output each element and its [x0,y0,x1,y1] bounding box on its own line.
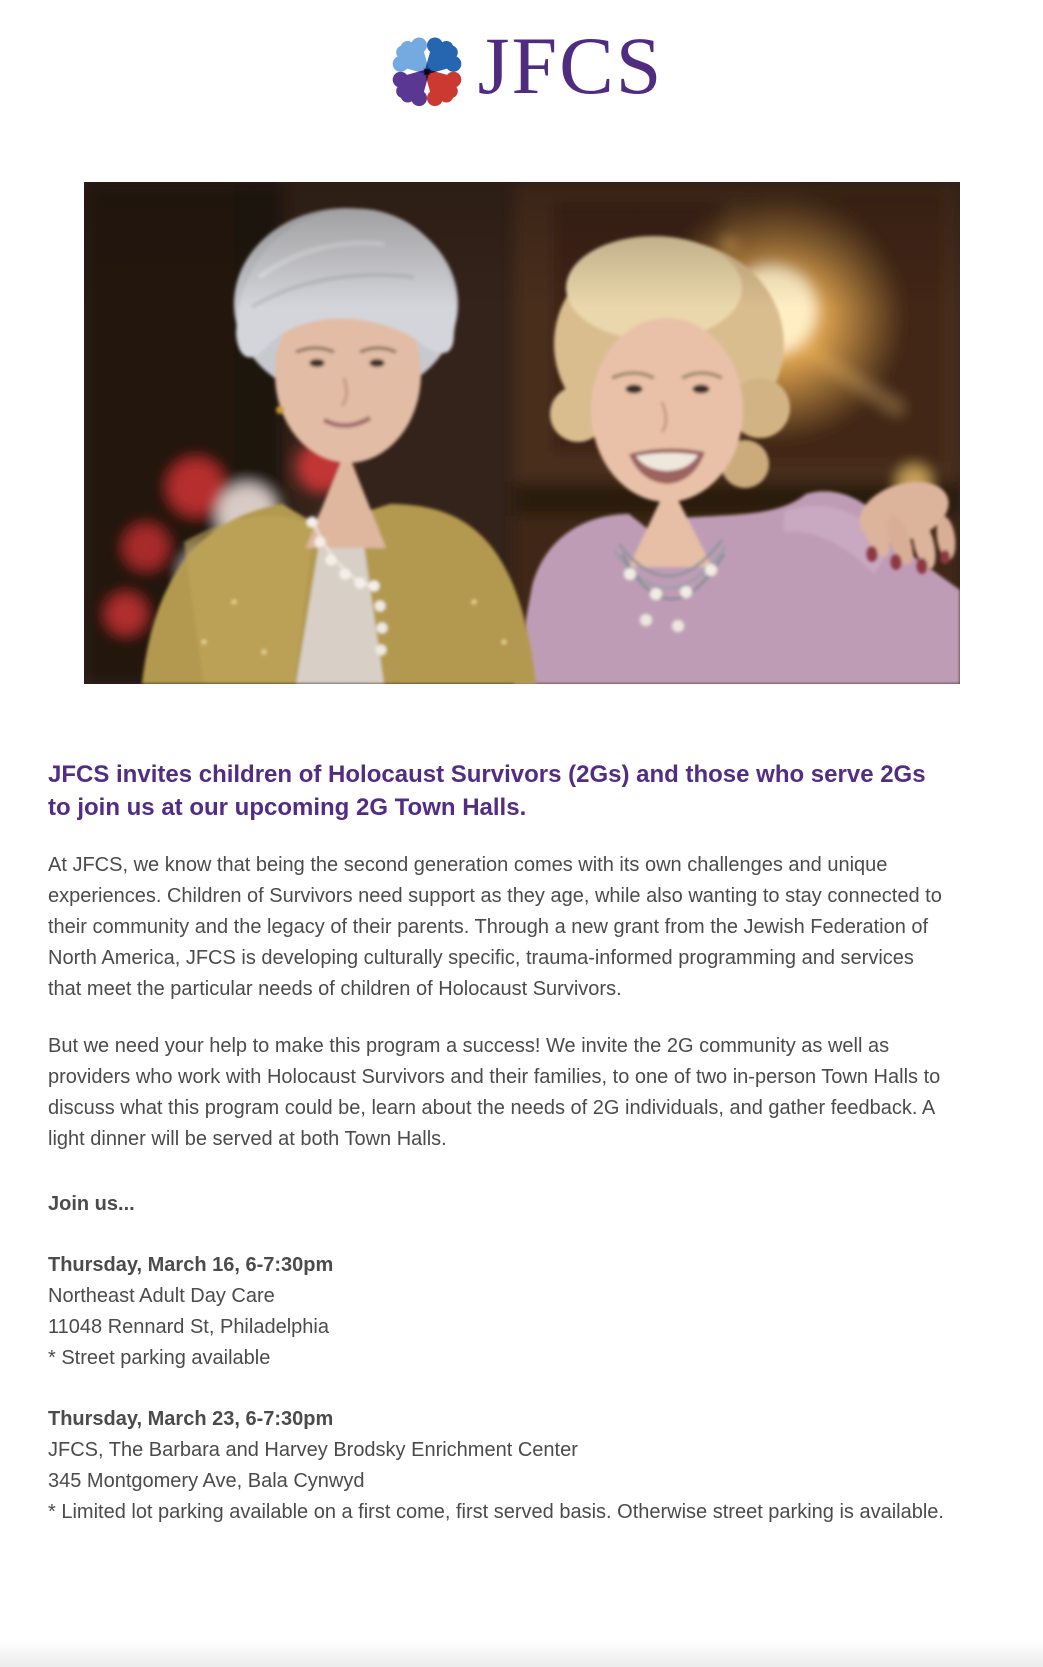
event-block-2 [48,1404,948,1528]
section-divider [0,1641,1043,1667]
event-1-venue: Northeast Adult Day Care [48,1285,275,1307]
logo-text: JFCS [477,20,664,111]
headline: JFCS invites children of Holocaust Survivors (2Gs) and those who serve 2Gs to join us at our upcoming 2G Town Halls. [48,761,926,821]
join-us-line: Join us... [48,1193,135,1215]
hero-photo-wrap [0,182,1043,684]
header [0,0,1043,114]
event-block-1 [48,1250,948,1374]
paragraph-1: At JFCS, we know that being the second generation comes with its own challenges and unique experiences. Children of Survivors need support as they age, while also wanting to stay connected to their community and the legacy of their parents. Through a new grant from the Jewish Federation of North America, JFCS is developing culturally specific, trauma-informed programming and services that meet the particular needs of children of Holocaust Survivors. [48,854,942,1000]
paragraph-2: But we need your help to make this program a success! We invite the 2G community as well as providers who work with Holocaust Survivors and their families, to one of two in-person Town Halls to discuss what this program could be, learn about the needs of 2G individuals, and gather feedback. A light dinner will be served at both Town Halls. [48,1035,941,1150]
event-2-parking-note: * Limited lot parking available on a first come, first served basis. Otherwise street parking is available. [48,1501,944,1523]
event-1-parking-note: * Street parking available [48,1347,271,1369]
event-2-address: 345 Montgomery Ave, Bala Cynwyd [48,1470,365,1492]
jfcs-logo[interactable] [380,20,664,114]
event-2-venue: JFCS, The Barbara and Harvey Brodsky Enrichment Center [48,1439,578,1461]
email-body [0,758,996,1528]
event-2-datetime: Thursday, March 23, 6-7:30pm [48,1408,334,1430]
hero-photo [84,182,960,684]
event-1-address: 11048 Rennard St, Philadelphia [48,1316,329,1338]
event-1-datetime: Thursday, March 16, 6-7:30pm [48,1254,334,1276]
jfcs-flower-icon [380,26,474,114]
